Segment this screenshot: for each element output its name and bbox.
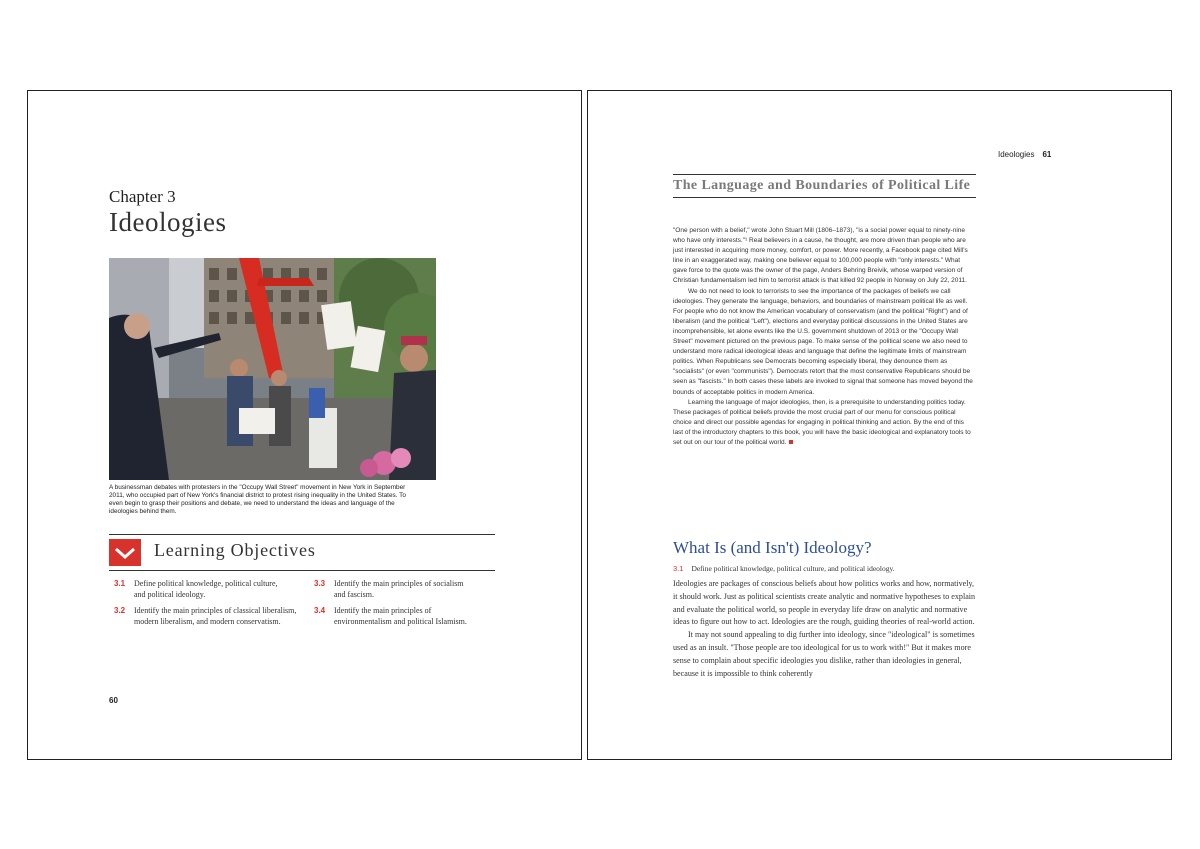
learning-objectives-title: Learning Objectives — [154, 540, 316, 560]
checkmark-icon — [109, 539, 141, 566]
left-page — [27, 90, 582, 760]
objective-text: Identify the main principles of classical liberalism, modern liberalism, and modern conservatism. — [134, 606, 297, 626]
chapter-label: Chapter 3 — [109, 187, 176, 206]
protest-photo-image — [109, 258, 436, 480]
photo-caption: A businessman debates with protesters in the "Occupy Wall Street" movement in New York in September 2011, who occupied part of New York's financial district to protest rising inequality in the United States. To even begin to grasp their positions and debate, we need to understand the ideas and language of the ideologies behind them. — [109, 484, 406, 515]
body-paragraph: "One person with a belief," wrote John Stuart Mill (1806–1873), "is a social power equal to ninety-nine who have only interests."¹ Real believers in a cause, he thought, are more driven than people who are just interested in acquiring more money, comfort, or power. More recently, a Facebook page cited Mill's line in an exaggerated way, making one believer equal to 100,000 people with "only interests." What gave force to the quote was the owner of the page, Anders Behring Breivik, whose warped version of Christian fundamentalism led him to terrorist attack is that killed 92 people in Norway on July 22, 2011. — [673, 227, 968, 285]
section-objective — [673, 564, 973, 573]
body-paragraph: Ideologies are packages of conscious beliefs about how politics works and how, normatively, it should work. Just as political scientists create analytic and normative hypotheses to explain and evaluate the political world, so people in everyday life draw on analytic and normative ideas to figure out how to act. Ideologies are the rough, guiding theories of real-world action. — [673, 579, 976, 627]
end-of-section-mark — [789, 440, 793, 444]
objective-number: 3.1 — [673, 564, 684, 573]
section-heading-box — [673, 174, 976, 198]
objective-text: Define political knowledge, political culture, and political ideology. — [691, 564, 895, 573]
section-body-2 — [673, 578, 978, 680]
learning-objectives-header — [109, 534, 495, 571]
objective-item — [314, 605, 479, 627]
body-paragraph-text: Learning the language of major ideologies, then, is a prerequisite to understanding politics today. These packages of political beliefs provide the most crucial part of our menu for conscious political choice and direct our possible agendas for engaging in political thinking and action. By the end of this last of the introductory chapters to this book, you will have the basic ideological and explanatory tools to set out on our tour of the political world. — [673, 398, 971, 446]
objective-number: 3.4 — [314, 606, 326, 615]
objective-item — [114, 605, 299, 627]
running-head-title: Ideologies — [998, 150, 1035, 159]
right-page — [587, 90, 1172, 760]
objective-text: Define political knowledge, political culture, and political ideology. — [134, 579, 278, 599]
objective-number: 3.1 — [114, 579, 126, 588]
section-heading-2: What Is (and Isn't) Ideology? — [673, 538, 872, 557]
page-number: 61 — [1042, 150, 1052, 159]
learning-objectives-badge — [109, 539, 141, 566]
objective-text: Identify the main principles of socialism and fascism. — [334, 579, 464, 599]
section-body — [673, 226, 973, 448]
running-head — [998, 150, 1051, 159]
objective-text: Identify the main principles of environmentalism and political Islamism. — [334, 606, 467, 626]
chapter-photo — [109, 258, 436, 480]
page-number: 60 — [109, 696, 118, 705]
objective-item — [314, 578, 474, 600]
body-paragraph: We do not need to look to terrorists to see the importance of the packages of beliefs we call ideologies. They generate the language, behaviors, and boundaries of mainstream political life as well. For people who do not know the American vocabulary of conservatism (and the political "Right") and of liberalism (and the political "Left"), elections and everyday political discussions in the United States are incomprehensible, let alone events like the U.S. government shutdown of 2013 or the "Occupy Wall Street" movement pictured on the previous page. To make sense of the political scene we also need to understand more radical ideological ideas and language that define the legitimate limits of mainstream politics. When Republicans see Democrats becoming especially liberal, they denounce them as "socialists" (or even "communists"). Democrats retort that the most conservative Republicans should be seen as "fascists." In both cases these labels are invoked to signal that someone has moved beyond the bounds of acceptable politics in modern America. — [673, 287, 973, 396]
objective-number: 3.2 — [114, 606, 126, 615]
chapter-title: Ideologies — [109, 207, 227, 237]
section-heading: The Language and Boundaries of Political Life — [673, 178, 971, 193]
body-paragraph — [673, 398, 973, 448]
objective-number: 3.3 — [314, 579, 326, 588]
body-paragraph: It may not sound appealing to dig further into ideology, since "ideological" is sometimes used as an insult. "Those people are too ideological for us to work with!" But it makes more sense to complain about specific ideologies you dislike, rather than ideologies in general, because it is impossible to think coherently — [673, 630, 975, 678]
objective-item — [114, 578, 289, 600]
